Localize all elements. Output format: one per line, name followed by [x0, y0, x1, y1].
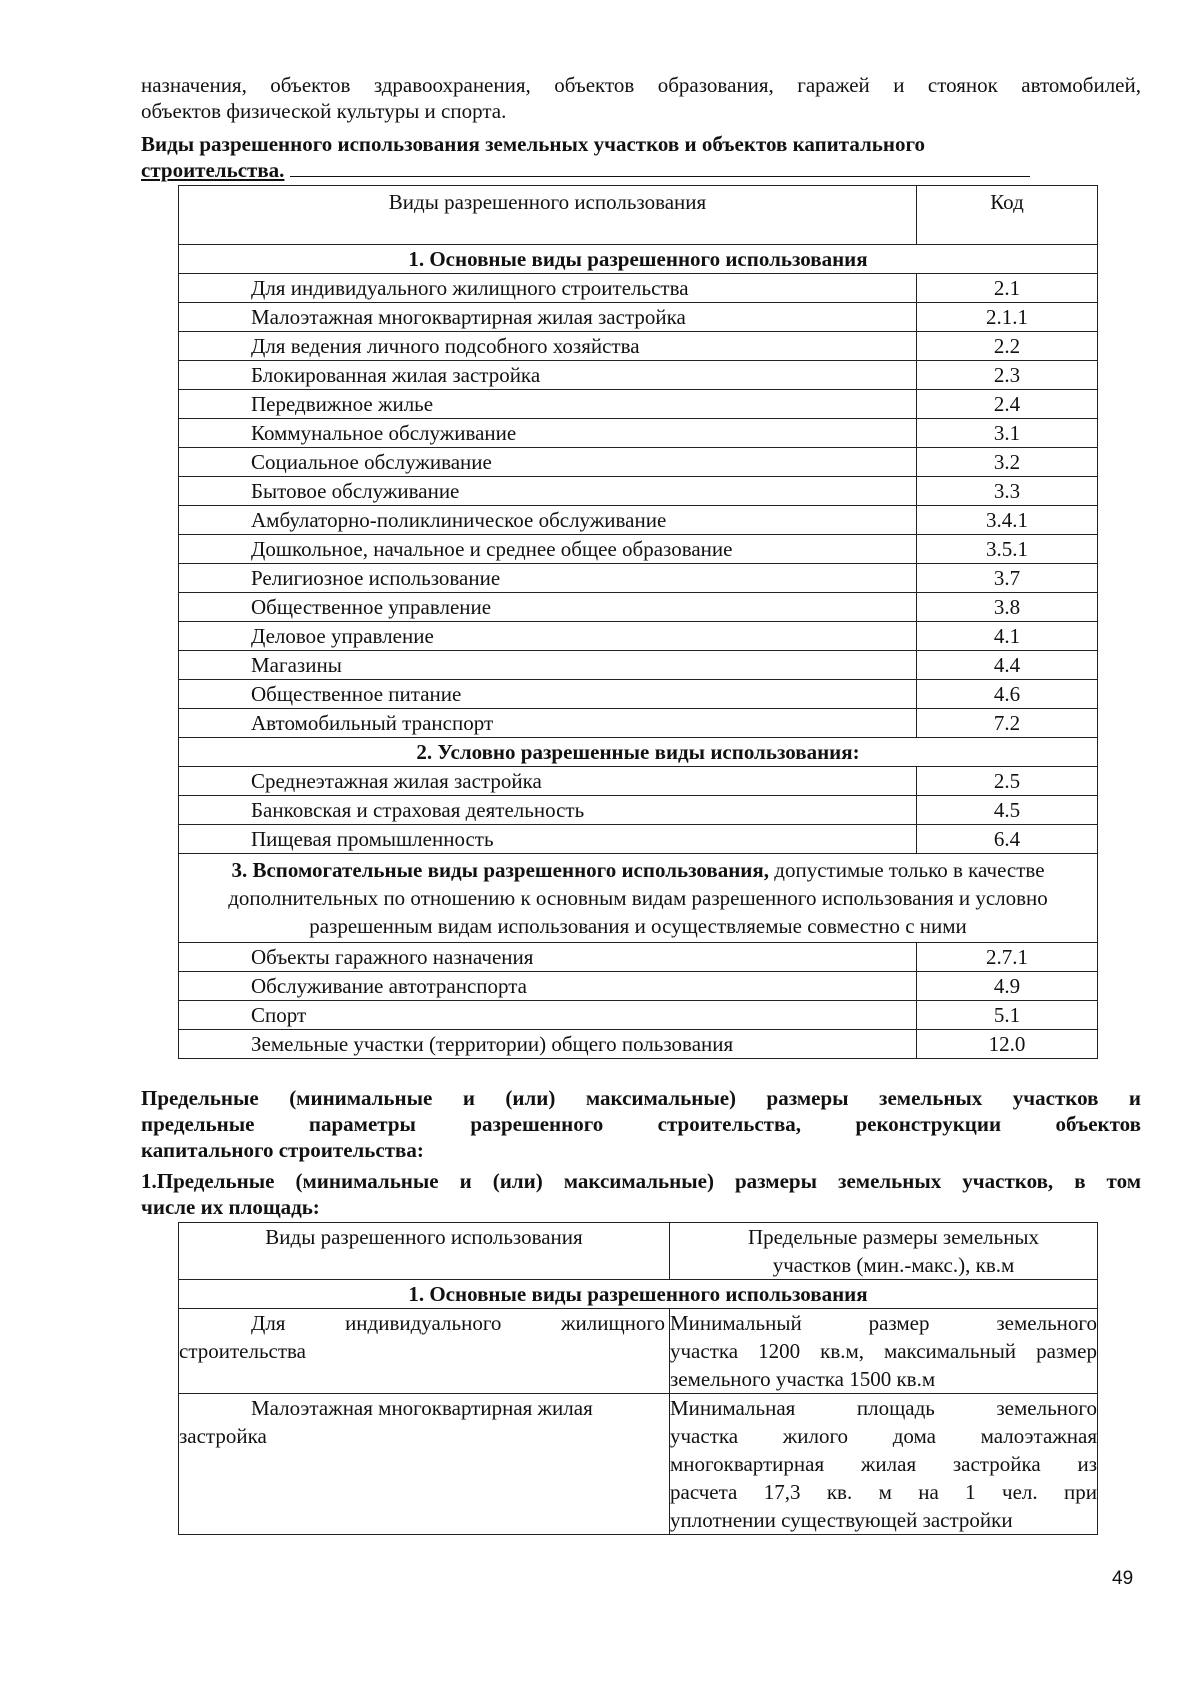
size-limit-line-3: земельного участка 1500 кв.м: [670, 1367, 936, 1391]
use-name-cell: Общественное управление: [179, 593, 917, 622]
column-header-code: Код: [917, 186, 1098, 245]
table-row: [179, 943, 1098, 972]
use-code-cell: 3.3: [917, 477, 1098, 506]
section-row-auxiliary: [179, 854, 1098, 943]
use-name-cell: Банковская и страховая деятельность: [179, 796, 917, 825]
use-name-cell: Дошкольное, начальное и среднее общее образование: [179, 535, 917, 564]
column-header-limits-line-1: Предельные размеры земельных: [747, 1225, 1040, 1249]
heading1-line-1: Виды разрешенного использования земельных участков и объектов капитального: [141, 132, 926, 156]
size-limit-line-1: Минимальная площадь земельного: [670, 1396, 1097, 1420]
section-title-conditional: 2. Условно разрешенные виды использования:: [179, 738, 1098, 767]
section-row-main: [179, 1280, 1098, 1309]
use-code-cell: 3.7: [917, 564, 1098, 593]
heading2-line-1: Предельные (минимальные и (или) максимальные) размеры земельных участков и: [141, 1086, 1141, 1110]
table-row: [179, 390, 1098, 419]
column-header-uses: Виды разрешенного использования: [179, 1223, 670, 1280]
use-name-cell: Среднеэтажная жилая застройка: [179, 767, 917, 796]
table-row: [179, 303, 1098, 332]
use-code-cell: 4.9: [917, 972, 1098, 1001]
use-name-cell: Спорт: [179, 1001, 917, 1030]
size-limit-line-1: Минимальный размер земельного: [670, 1311, 1097, 1335]
use-code-cell: 3.2: [917, 448, 1098, 477]
intro-line-1: назначения, объектов здравоохранения, объектов образования, гаражей и стоянок автомобилей,: [141, 73, 1141, 97]
table-row: [179, 419, 1098, 448]
heading3-line-1: 1.Предельные (минимальные и (или) максимальные) размеры земельных участков, в том: [141, 1169, 1141, 1193]
table-row: [179, 477, 1098, 506]
use-code-cell: 2.1: [917, 274, 1098, 303]
use-name-cell: Автомобильный транспорт: [179, 709, 917, 738]
section-heading-uses: [141, 131, 1141, 183]
column-header-limits: [670, 1223, 1098, 1280]
table-row: [179, 593, 1098, 622]
use-code-cell: 2.2: [917, 332, 1098, 361]
table-row: [179, 709, 1098, 738]
table-row: [179, 972, 1098, 1001]
use-code-cell: 2.4: [917, 390, 1098, 419]
intro-line-2: объектов физической культуры и спорта.: [141, 99, 507, 123]
table-row: [179, 796, 1098, 825]
table-header-row: [179, 1223, 1098, 1280]
use-name-cell: Деловое управление: [179, 622, 917, 651]
table-row: [179, 1394, 1098, 1535]
use-code-cell: 4.6: [917, 680, 1098, 709]
table-row: [179, 767, 1098, 796]
use-name-cell: [179, 1309, 670, 1394]
table-row: [179, 1001, 1098, 1030]
section-heading-limits: [141, 1085, 1141, 1163]
underline-rule: [290, 158, 1030, 177]
size-limit-line-4: расчета 17,3 кв. м на 1 чел. при: [670, 1480, 1097, 1504]
table-header-row: [179, 186, 1098, 245]
section-row-conditional: [179, 738, 1098, 767]
section-title-auxiliary: [179, 854, 1098, 943]
heading1-line-2: строительства.: [141, 158, 285, 182]
use-name-cell: Бытовое обслуживание: [179, 477, 917, 506]
section-row-main: [179, 245, 1098, 274]
column-header-uses: Виды разрешенного использования: [179, 186, 917, 245]
table-row: [179, 361, 1098, 390]
use-code-cell: 3.5.1: [917, 535, 1098, 564]
use-name-cell: Коммунальное обслуживание: [179, 419, 917, 448]
use-code-cell: 3.4.1: [917, 506, 1098, 535]
use-code-cell: 2.7.1: [917, 943, 1098, 972]
use-name-cell: [179, 1394, 670, 1535]
use-code-cell: 2.1.1: [917, 303, 1098, 332]
table-row: [179, 680, 1098, 709]
use-code-cell: 7.2: [917, 709, 1098, 738]
use-name-cell: Для индивидуального жилищного строительства: [179, 274, 917, 303]
plot-sizes-table: [178, 1222, 1098, 1535]
use-name-line-1: Малоэтажная многоквартирная жилая: [251, 1396, 593, 1420]
heading3-line-2: числе их площадь:: [141, 1195, 320, 1219]
use-name-cell: Для ведения личного подсобного хозяйства: [179, 332, 917, 361]
section-title-main: 1. Основные виды разрешенного использования: [179, 1280, 1098, 1309]
size-limit-cell: [670, 1309, 1098, 1394]
use-code-cell: 3.8: [917, 593, 1098, 622]
size-limit-line-3: многоквартирная жилая застройка из: [670, 1452, 1097, 1476]
use-code-cell: 2.5: [917, 767, 1098, 796]
table-row: [179, 622, 1098, 651]
table-row: [179, 274, 1098, 303]
column-header-limits-line-2: участков (мин.-макс.), кв.м: [772, 1253, 1015, 1277]
heading1-line-2-wrap: [141, 157, 1141, 183]
use-code-cell: 2.3: [917, 361, 1098, 390]
table-row: [179, 448, 1098, 477]
use-code-cell: 3.1: [917, 419, 1098, 448]
use-name-cell: Объекты гаражного назначения: [179, 943, 917, 972]
plot-sizes-table-body: [179, 1223, 1098, 1535]
use-name-cell: Пищевая промышленность: [179, 825, 917, 854]
use-code-cell: 4.5: [917, 796, 1098, 825]
heading2-line-3: капитального строительства:: [141, 1138, 424, 1162]
use-name-cell: Земельные участки (территории) общего пользования: [179, 1030, 917, 1059]
size-limit-cell: [670, 1394, 1098, 1535]
use-code-cell: 4.1: [917, 622, 1098, 651]
use-name-cell: Блокированная жилая застройка: [179, 361, 917, 390]
size-limit-line-2: участка 1200 кв.м, максимальный размер: [670, 1339, 1097, 1363]
table-row: [179, 506, 1098, 535]
use-name-cell: Магазины: [179, 651, 917, 680]
table-row: [179, 825, 1098, 854]
use-code-cell: 5.1: [917, 1001, 1098, 1030]
table-row: [179, 1030, 1098, 1059]
section-heading-sizes: [141, 1168, 1141, 1220]
table-row: [179, 332, 1098, 361]
use-name-line-1: Для индивидуального жилищного: [251, 1311, 665, 1335]
use-code-cell: 6.4: [917, 825, 1098, 854]
size-limit-line-2: участка жилого дома малоэтажная: [670, 1424, 1097, 1448]
use-name-cell: Малоэтажная многоквартирная жилая застройка: [179, 303, 917, 332]
table-row: [179, 1309, 1098, 1394]
use-name-cell: Общественное питание: [179, 680, 917, 709]
permitted-uses-table-body: [179, 186, 1098, 1059]
use-name-line-2: строительства: [179, 1339, 307, 1363]
use-name-cell: Обслуживание автотранспорта: [179, 972, 917, 1001]
section-title-auxiliary-rest: допустимые только в качестве дополнительных по отношению к основным видам разрешенного использования и условно разрешенным видам использования и осуществляемые совместно с ними: [228, 858, 1048, 938]
use-name-cell: Религиозное использование: [179, 564, 917, 593]
size-limit-line-5: уплотнении существующей застройки: [670, 1508, 1013, 1532]
intro-paragraph: [141, 72, 1141, 124]
permitted-uses-table: [178, 185, 1098, 1059]
table-row: [179, 651, 1098, 680]
section-title-auxiliary-bold: 3. Вспомогательные виды разрешенного использования,: [231, 858, 770, 882]
use-code-cell: 12.0: [917, 1030, 1098, 1059]
table-row: [179, 564, 1098, 593]
heading2-line-2: предельные параметры разрешенного строительства, реконструкции объектов: [141, 1112, 1141, 1136]
use-name-line-2: застройка: [179, 1424, 267, 1448]
section-title-main: 1. Основные виды разрешенного использования: [179, 245, 1098, 274]
table-row: [179, 535, 1098, 564]
use-code-cell: 4.4: [917, 651, 1098, 680]
use-name-cell: Социальное обслуживание: [179, 448, 917, 477]
page-number: 49: [1112, 1568, 1134, 1589]
use-name-cell: Передвижное жилье: [179, 390, 917, 419]
use-name-cell: Амбулаторно-поликлиническое обслуживание: [179, 506, 917, 535]
